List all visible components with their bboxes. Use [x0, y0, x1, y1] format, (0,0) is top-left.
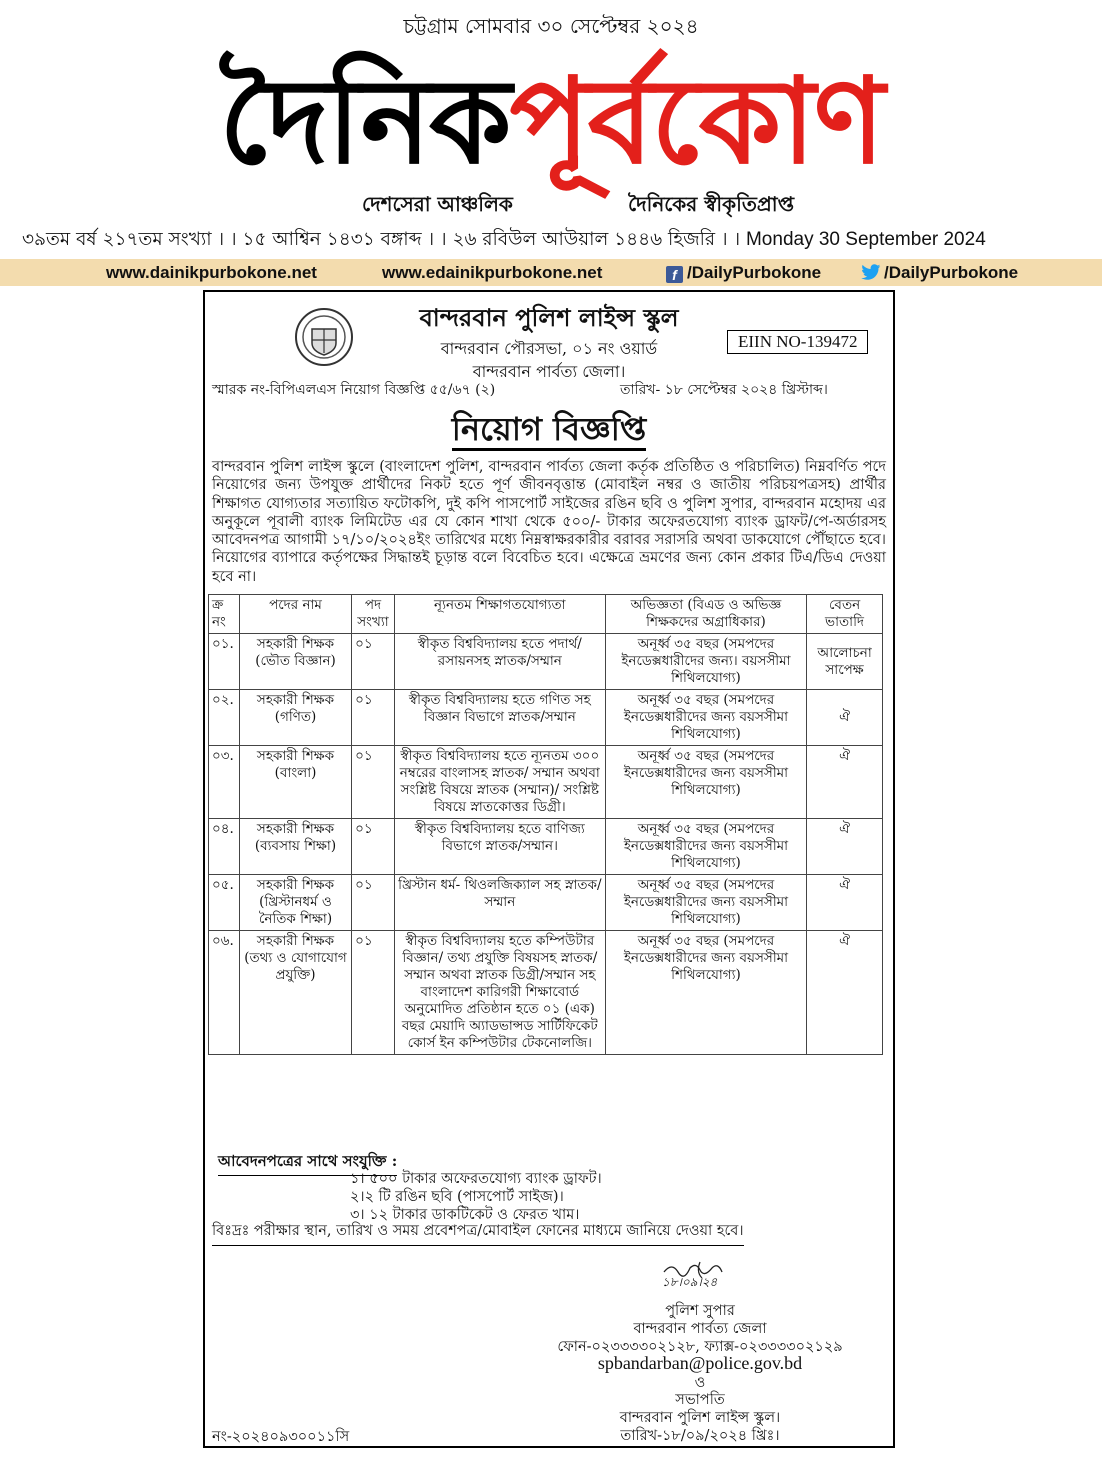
school-address-1: বান্দরবান পৌরসভা, ০১ নং ওয়ার্ড [440, 339, 658, 358]
table-row [209, 746, 883, 819]
signatory-phone: ফোন-০২৩৩৩৩০২১২৮, ফ্যাক্স-০২৩৩৩৩০২১২৯ [557, 1339, 843, 1355]
notice-heading-text: নিয়োগ বিজ্ঞপ্তি [452, 410, 646, 451]
cell-post-count: ০১ [352, 931, 395, 1055]
cell-post-count: ০১ [352, 634, 395, 690]
signatory-school: বান্দরবান পুলিশ লাইন্স স্কুল। [619, 1410, 781, 1426]
table-row [209, 875, 883, 931]
attachment-item: ১। ৫০০ টাকার অফেরতযোগ্য ব্যাংক ড্রাফট। [350, 1171, 602, 1187]
header-salary: বেতন ভাতাদি [807, 595, 883, 634]
tagline-left: দেশসেরা আঞ্চলিক [362, 192, 513, 216]
cell-post-name: সহকারী শিক্ষক (খ্রিস্টানধর্ম ও নৈতিক শিক্ষা) [239, 875, 351, 931]
table-row [209, 634, 883, 690]
cell-serial: ০২. [209, 690, 240, 746]
cell-education: স্বীকৃত বিশ্ববিদ্যালয় হতে ন্যূনতম ৩০০ নম্বরের বাংলাসহ স্নাতক/ সম্মান অথবা সংশ্লিষ্ট বিষয়ে স্নাতক (সম্মান)/ সংশ্লিষ্ট বিষয়ে স্নাতকোত্তর ডিগ্রী। [394, 746, 605, 819]
table-row [209, 690, 883, 746]
table-row [209, 931, 883, 1055]
cell-serial: ০৩. [209, 746, 240, 819]
cell-salary: ঐ [807, 931, 883, 1055]
school-name: বান্দরবান পুলিশ লাইন্স স্কুল [419, 303, 679, 332]
table-row [209, 819, 883, 875]
notice-body: বান্দরবান পুলিশ লাইন্স স্কুলে (বাংলাদেশ পুলিশ, বান্দরবান পার্বত্য জেলা কর্তৃক প্রতিষ্ঠিত ও পরিচালিত) নিম্নবর্ণিত পদে নিয়োগের জন্য উপযুক্ত প্রার্থীদের নিকট হতে পূর্ণ জীবনবৃত্তান্ত (মোবাইল নম্বর ও জাতীয় পরিচয়পত্রসহ) প্রার্থীর শিক্ষাগত যোগ্যতার সত্যায়িত ফটোকপি, দুই কপি পাসপোর্ট সাইজের রঙিন ছবি ও পুলিশ সুপার, বান্দরবান মহোদয় এর অনুকূলে পূবালী ব্যাংক লিমিটেড এর যে কোন শাখা থেকে ৫০০/- টাকার অফেরতযোগ্য ব্যাংক ড্রাফট/পে-অর্ডারসহ আবেদনপত্র আগামী ১৭/১০/২০২৪ইং তারিখের মধ্যে নিম্নস্বাক্ষরকারীর বরাবর সরাসরি অথবা ডাকযোগে পৌঁছাতে হবে। নিয়োগের ব্যাপারে কর্তৃপক্ষের সিদ্ধান্তই চূড়ান্ত বলে বিবেচিত হবে। এক্ষেত্রে ভ্রমণের জন্য কোন প্রকার টিএ/ডিএ দেওয়া হবে না। [212, 459, 886, 585]
cell-serial: ০৪. [209, 819, 240, 875]
website-link-2[interactable]: www.edainikpurbokone.net [382, 263, 603, 282]
cell-post-count: ০১ [352, 746, 395, 819]
cell-education: খ্রিস্টান ধর্ম- থিওলজিক্যাল সহ স্নাতক/সম্মান [394, 875, 605, 931]
header-post-count: পদ সংখ্যা [352, 595, 395, 634]
english-date: Monday 30 September 2024 [745, 229, 986, 250]
school-address-2: বান্দরবান পার্বত্য জেলা। [472, 362, 626, 381]
signatory-role: সভাপতি [675, 1392, 725, 1408]
cell-experience: অনূর্ধ্ব ৩৫ বছর (সমপদের ইনডেক্সধারীদের জন্য বয়সসীমা শিথিলযোগ্য) [605, 931, 806, 1055]
signatory-date: তারিখ-১৮/০৯/২০২৪ খ্রিঃ। [620, 1428, 780, 1444]
tagline-right: দৈনিকের স্বীকৃতিপ্রাপ্ত [628, 192, 795, 216]
cell-salary: ঐ [807, 746, 883, 819]
signature [660, 1258, 750, 1298]
cell-post-name: সহকারী শিক্ষক (বাংলা) [239, 746, 351, 819]
exam-note: বিঃদ্রঃ পরীক্ষার স্থান, তারিখ ও সময় প্রবেশপত্র/মোবাইল ফোনের মাধ্যমে জানিয়ে দেওয়া হবে। [212, 1220, 744, 1246]
twitter-link[interactable] [860, 263, 1018, 283]
newspaper-title [0, 30, 1102, 210]
dateline: চট্টগ্রাম সোমবার ৩০ সেপ্টেম্বর ২০২৪ [403, 14, 699, 38]
cell-serial: ০৫. [209, 875, 240, 931]
table-header-row [209, 595, 883, 634]
reference-number: নং-২০২৪০৯৩০০১১সি [212, 1429, 350, 1445]
title-part-red: পূর্বকোণ [509, 52, 883, 190]
cell-serial: ০৬. [209, 931, 240, 1055]
cell-experience: অনূর্ধ্ব ৩৫ বছর (সমপদের ইনডেক্সধারীদের জন্য বয়সসীমা শিথিলযোগ্য) [605, 746, 806, 819]
cell-experience: অনূর্ধ্ব ৩৫ বছর (সমপদের ইনডেক্সধারীদের জন্য বয়সসীমা শিথিলযোগ্য) [605, 690, 806, 746]
eiin-number: EIIN NO-139472 [727, 330, 868, 354]
cell-education: স্বীকৃত বিশ্ববিদ্যালয় হতে কম্পিউটার বিজ্ঞান/ তথ্য প্রযুক্তি বিষয়সহ স্নাতক/সম্মান অথবা স্নাতক ডিগ্রী/সম্মান সহ বাংলাদেশ কারিগরী শিক্ষাবোর্ড অনুমোদিত প্রতিষ্ঠান হতে ০১ (এক) বছর মেয়াদি অ্যাডভান্সড সার্টিফিকেট কোর্স ইন কম্পিউটার টেকনোলজি। [394, 931, 605, 1055]
twitter-handle: /DailyPurbokone [884, 263, 1019, 282]
cell-serial: ০১. [209, 634, 240, 690]
title-part-black: দৈনিক [219, 52, 510, 190]
facebook-handle: /DailyPurbokone [687, 263, 822, 282]
cell-salary: ঐ [807, 875, 883, 931]
cell-experience: অনূর্ধ্ব ৩৫ বছর (সমপদের ইনডেক্সধারীদের জন্য বয়সসীমা শিথিলযোগ্য) [605, 819, 806, 875]
signatory-and: ও [694, 1375, 706, 1391]
cell-post-name: সহকারী শিক্ষক (ভৌত বিজ্ঞান) [239, 634, 351, 690]
facebook-icon: f [666, 266, 683, 283]
issue-info-line [22, 225, 986, 256]
posts-table [208, 594, 883, 1055]
attachment-item: ৩। ১২ টাকার ডাকটিকেট ও ফেরত খাম। [350, 1207, 580, 1223]
cell-post-count: ০১ [352, 690, 395, 746]
website-bar [0, 259, 1102, 286]
cell-education: স্বীকৃত বিশ্ববিদ্যালয় হতে পদার্থ/রসায়নসহ স্নাতক/সম্মান [394, 634, 605, 690]
twitter-icon [860, 264, 882, 281]
cell-post-name: সহকারী শিক্ষক (ব্যবসায় শিক্ষা) [239, 819, 351, 875]
cell-education: স্বীকৃত বিশ্ববিদ্যালয় হতে গণিত সহ বিজ্ঞান বিভাগে স্নাতক/সম্মান [394, 690, 605, 746]
signatory-email[interactable]: spbandarban@police.gov.bd [597, 1353, 803, 1373]
notice-heading [203, 404, 895, 458]
cell-experience: অনূর্ধ্ব ৩৫ বছর (সমপদের ইনডেক্সধারীদের জন্য বয়সসীমা শিথিলযোগ্য) [605, 875, 806, 931]
cell-post-name: সহকারী শিক্ষক (গণিত) [239, 690, 351, 746]
header-experience: অভিজ্ঞতা (বিএড ও অভিজ্ঞ শিক্ষকদের অগ্রাধিকার) [605, 595, 806, 634]
cell-post-count: ০১ [352, 819, 395, 875]
cell-salary: ঐ [807, 819, 883, 875]
header-education: ন্যূনতম শিক্ষাগতযোগ্যতা [394, 595, 605, 634]
cell-salary: ঐ [807, 690, 883, 746]
website-link-1[interactable]: www.dainikpurbokone.net [106, 263, 317, 282]
cell-post-count: ০১ [352, 875, 395, 931]
cell-salary: আলোচনা সাপেক্ষ [807, 634, 883, 690]
signatory-district: বান্দরবান পার্বত্য জেলা [633, 1321, 767, 1337]
issue-info: ৩৯তম বর্ষ ২১৭তম সংখ্যা । । ১৫ আশ্বিন ১৪৩১ বঙ্গাব্দ । । ২৬ রবিউল আউয়াল ১৪৪৬ হিজরি । । [22, 229, 741, 250]
attachments-title: আবেদনপত্রের সাথে সংযুক্তি : [218, 1150, 397, 1176]
cell-education: স্বীকৃত বিশ্ববিদ্যালয় হতে বাণিজ্য বিভাগে স্নাতক/সম্মান। [394, 819, 605, 875]
header-serial: ক্র নং [209, 595, 240, 634]
memo-number: স্মারক নং-বিপিএলএস নিয়োগ বিজ্ঞপ্তি ৫৫/৬৭ (২) [212, 382, 496, 398]
notice-date: তারিখ- ১৮ সেপ্টেম্বর ২০২৪ খ্রিস্টাব্দ। [620, 382, 828, 398]
attachment-item: ২।২ টি রঙিন ছবি (পাসপোর্ট সাইজ)। [350, 1189, 564, 1205]
signature-date: ১৮।০৯।২৪ [662, 1275, 718, 1289]
signatory-title: পুলিশ সুপার [665, 1303, 735, 1319]
header-post-name: পদের নাম [239, 595, 351, 634]
cell-experience: অনূর্ধ্ব ৩৫ বছর (সমপদের ইনডেক্সধারীদের জন্য। বয়সসীমা শিথিলযোগ্য) [605, 634, 806, 690]
facebook-link[interactable] [666, 263, 821, 283]
cell-post-name: সহকারী শিক্ষক (তথ্য ও যোগাযোগ প্রযুক্তি) [239, 931, 351, 1055]
